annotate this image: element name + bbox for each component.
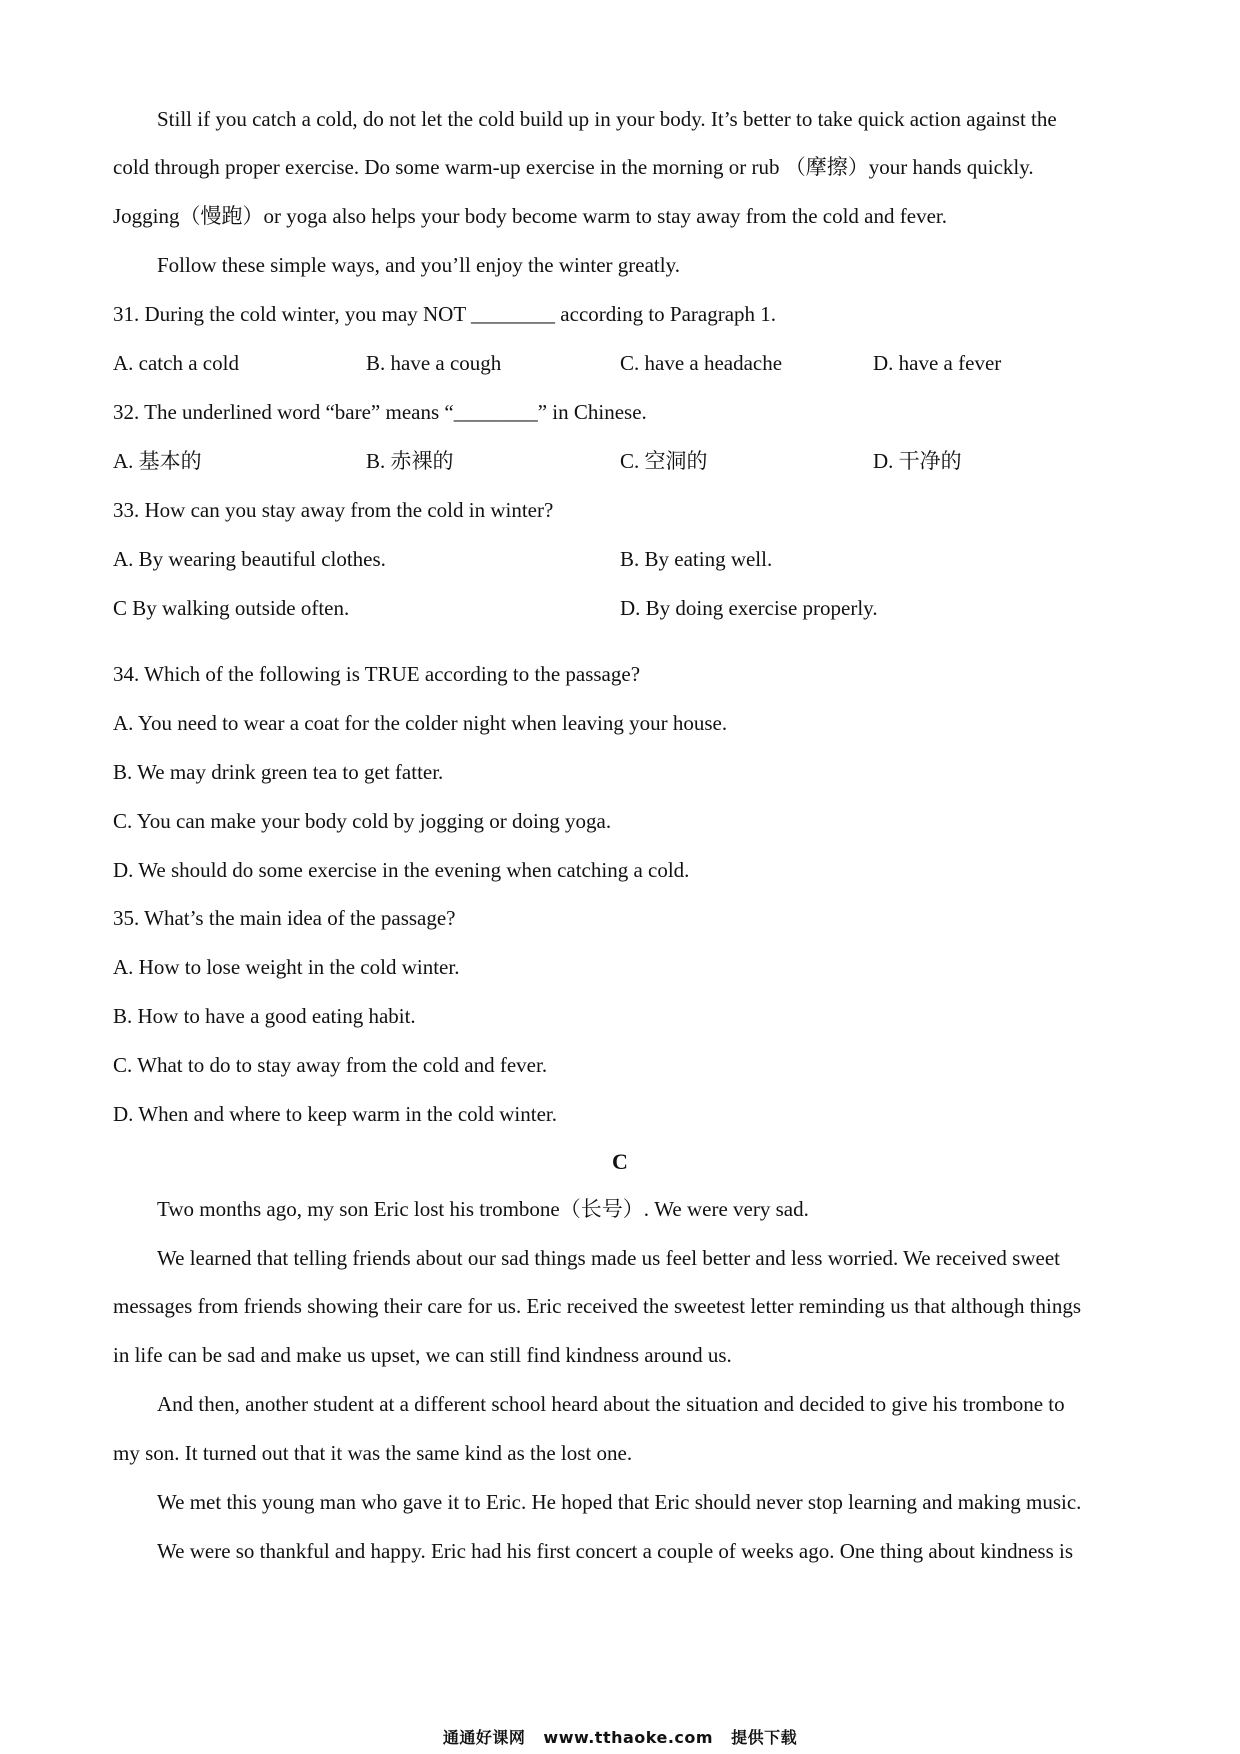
paragraph-line: in life can be sad and make us upset, we can still find kindness around us.: [113, 1343, 732, 1367]
option-d: D. We should do some exercise in the evening when catching a cold.: [113, 858, 690, 882]
footer-note: 提供下载: [731, 1728, 798, 1747]
footer-site-name: 通通好课网: [442, 1728, 526, 1747]
option-d: D. 干净的: [873, 449, 962, 473]
option-a: A. catch a cold: [113, 351, 239, 375]
paragraph-line: messages from friends showing their care for us. Eric received the sweetest letter reminding us that although things: [113, 1294, 1082, 1318]
footer-url[interactable]: www.tthaoke.com: [543, 1728, 714, 1747]
paragraph-line: We met this young man who gave it to Eric. He hoped that Eric should never stop learning and making music.: [157, 1490, 1082, 1514]
page-footer: [0, 1727, 1240, 1749]
option-a: A. How to lose weight in the cold winter.: [113, 955, 460, 979]
paragraph-line: We were so thankful and happy. Eric had his first concert a couple of weeks ago. One thing about kindness is: [157, 1539, 1074, 1563]
option-a: A. By wearing beautiful clothes.: [113, 547, 386, 571]
option-b: B. 赤裸的: [366, 449, 454, 473]
question-stem: 33. How can you stay away from the cold in winter?: [113, 498, 554, 522]
paragraph-line: cold through proper exercise. Do some warm-up exercise in the morning or rub （摩擦）your hands quickly.: [113, 155, 1034, 179]
option-b: B. By eating well.: [620, 547, 773, 571]
paragraph-line: And then, another student at a different school heard about the situation and decided to give his trombone to: [157, 1392, 1065, 1416]
option-d: D. By doing exercise properly.: [620, 596, 878, 620]
option-d: D. When and where to keep warm in the cold winter.: [113, 1102, 557, 1126]
section-heading: C: [612, 1149, 628, 1174]
question-stem: 31. During the cold winter, you may NOT ________ according to Paragraph 1.: [113, 302, 777, 326]
option-a: A. You need to wear a coat for the colder night when leaving your house.: [113, 711, 728, 735]
paragraph-line: Follow these simple ways, and you’ll enjoy the winter greatly.: [157, 253, 680, 277]
paragraph-line: We learned that telling friends about our sad things made us feel better and less worried. We received sweet: [157, 1246, 1060, 1270]
option-c: C. have a headache: [620, 351, 783, 375]
paragraph-line: Two months ago, my son Eric lost his trombone（长号）. We were very sad.: [157, 1197, 809, 1221]
option-c: C. You can make your body cold by jogging or doing yoga.: [113, 809, 612, 833]
paragraph-line: Jogging（慢跑）or yoga also helps your body become warm to stay away from the cold and fever.: [113, 204, 947, 228]
option-c: C. 空洞的: [620, 449, 708, 473]
option-c: C By walking outside often.: [113, 596, 350, 620]
option-b: B. have a cough: [366, 351, 502, 375]
question-stem: 35. What’s the main idea of the passage?: [113, 906, 456, 930]
paragraph-line: Still if you catch a cold, do not let the cold build up in your body. It’s better to take quick action against the: [157, 107, 1057, 131]
option-d: D. have a fever: [873, 351, 1002, 375]
paragraph-line: my son. It turned out that it was the same kind as the lost one.: [113, 1441, 633, 1465]
option-c: C. What to do to stay away from the cold and fever.: [113, 1053, 548, 1077]
question-stem: 34. Which of the following is TRUE according to the passage?: [113, 662, 641, 686]
question-stem: 32. The underlined word “bare” means “________” in Chinese.: [113, 400, 647, 424]
option-b: B. We may drink green tea to get fatter.: [113, 760, 444, 784]
option-b: B. How to have a good eating habit.: [113, 1004, 416, 1028]
option-a: A. 基本的: [113, 449, 202, 473]
